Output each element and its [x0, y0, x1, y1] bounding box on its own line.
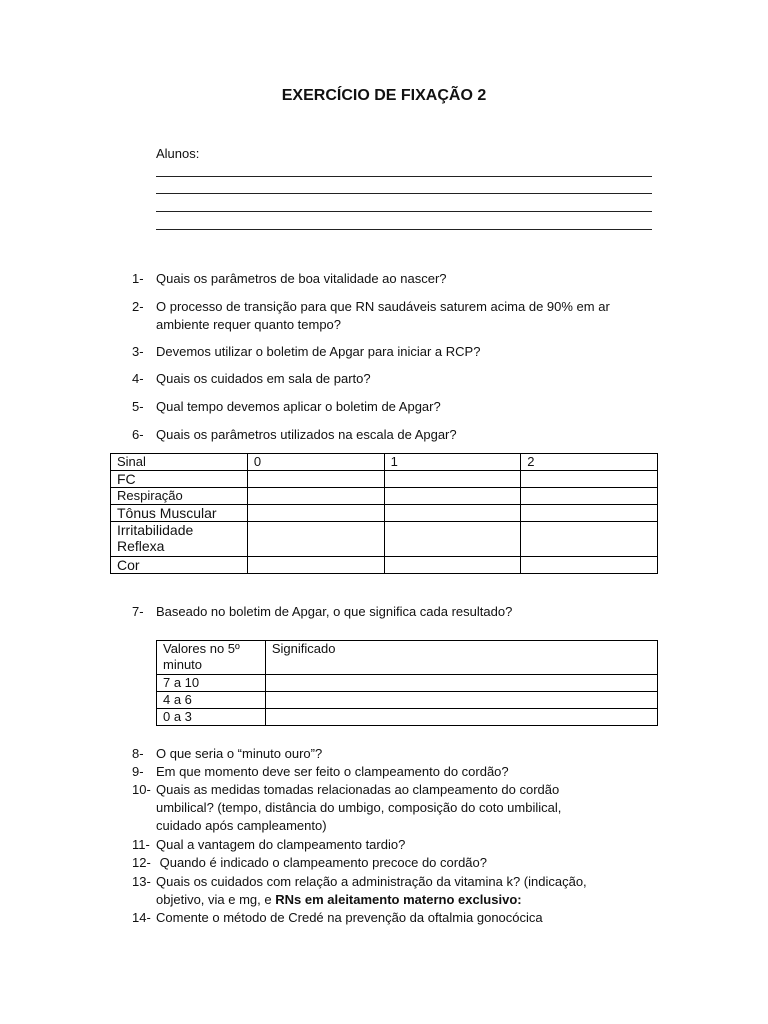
question-5	[132, 398, 652, 416]
question-text: Quais os cuidados em sala de parto?	[156, 371, 371, 386]
header-cell-sinal: Sinal	[111, 454, 248, 471]
question-text: Quais os parâmetros utilizados na escala de Apgar?	[156, 427, 457, 442]
question-text-line2	[156, 891, 522, 909]
table-cell	[384, 488, 521, 505]
question-10	[132, 781, 652, 835]
row-label-tonus: Tônus Muscular	[111, 505, 248, 522]
table-cell	[265, 692, 657, 709]
table-cell	[265, 675, 657, 692]
table-cell	[247, 557, 384, 574]
question-text-line1: Quais as medidas tomadas relacionadas ao clampeamento do cordão	[156, 782, 560, 797]
question-number: 3-	[132, 344, 144, 359]
question-number: 14-	[132, 910, 151, 925]
question-6	[132, 426, 652, 444]
table-cell	[384, 505, 521, 522]
header-cell-significado: Significado	[265, 641, 657, 675]
question-number: 9-	[132, 764, 144, 779]
alunos-line-1	[156, 176, 652, 177]
table-row	[111, 471, 658, 488]
question-3	[132, 343, 652, 361]
question-8	[132, 745, 652, 763]
question-2	[132, 298, 652, 334]
question-9	[132, 763, 652, 781]
question-text: Qual tempo devemos aplicar o boletim de Apgar?	[156, 399, 441, 414]
question-number: 8-	[132, 746, 144, 761]
row-label-fc: FC	[111, 471, 248, 488]
table-cell	[521, 505, 658, 522]
row-label: 0 a 3	[157, 709, 266, 726]
question-text-bold: RNs em aleitamento materno exclusivo:	[275, 892, 522, 907]
question-text: Comente o método de Credé na prevenção da oftalmia gonocócica	[156, 910, 543, 925]
question-text: Quando é indicado o clampeamento precoce do cordão?	[156, 855, 487, 870]
question-text: Em que momento deve ser feito o clampeamento do cordão?	[156, 764, 509, 779]
question-number: 5-	[132, 399, 144, 414]
apgar-table	[110, 453, 658, 574]
question-number: 10-	[132, 782, 151, 797]
header-cell-valores	[157, 641, 266, 675]
question-text-line2: umbilical? (tempo, distância do umbigo, composição do coto umbilical,	[156, 800, 562, 815]
header-cell-1: 1	[384, 454, 521, 471]
table-cell	[384, 522, 521, 557]
question-13	[132, 873, 652, 909]
row-label-irritabilidade-line1: Irritabilidade	[117, 522, 194, 538]
header-valores-line2: minuto	[163, 657, 203, 672]
header-valores-line1: Valores no 5º	[163, 641, 240, 656]
table-cell	[521, 522, 658, 557]
table-row	[111, 488, 658, 505]
table-row	[157, 675, 658, 692]
alunos-line-3	[156, 211, 652, 212]
table-cell	[247, 522, 384, 557]
table-row	[157, 709, 658, 726]
row-label: 7 a 10	[157, 675, 266, 692]
page-title: EXERCÍCIO DE FIXAÇÃO 2	[281, 87, 487, 104]
question-text: Qual a vantagem do clampeamento tardio?	[156, 837, 406, 852]
row-label-respiracao: Respiração	[111, 488, 248, 505]
question-number: 1-	[132, 271, 144, 286]
table-cell	[265, 709, 657, 726]
table-header-row	[157, 641, 658, 675]
question-text: Devemos utilizar o boletim de Apgar para iniciar a RCP?	[156, 344, 481, 359]
row-label: 4 a 6	[157, 692, 266, 709]
question-number: 13-	[132, 874, 151, 889]
question-text: Quais os parâmetros de boa vitalidade ao nascer?	[156, 271, 447, 286]
table-cell	[521, 488, 658, 505]
question-11	[132, 836, 652, 854]
table-cell	[384, 471, 521, 488]
question-4	[132, 370, 652, 388]
question-text: Baseado no boletim de Apgar, o que significa cada resultado?	[156, 604, 513, 619]
question-text-line3: cuidado após campleamento)	[156, 818, 327, 833]
question-number: 7-	[132, 604, 144, 619]
question-text-line2: ambiente requer quanto tempo?	[156, 317, 342, 332]
question-number: 4-	[132, 371, 144, 386]
row-label-cor: Cor	[111, 557, 248, 574]
question-text-plain: objetivo, via e mg, e	[156, 892, 276, 907]
table-cell	[247, 488, 384, 505]
result-table	[156, 640, 658, 726]
table-row	[111, 522, 658, 557]
question-text-line1: Quais os cuidados com relação a administração da vitamina k? (indicação,	[156, 874, 587, 889]
question-text: O que seria o “minuto ouro”?	[156, 746, 323, 761]
alunos-line-2	[156, 193, 652, 194]
table-cell	[521, 557, 658, 574]
question-text: O processo de transição para que RN saudáveis saturem acima de 90% em ar	[156, 299, 610, 314]
question-number: 2-	[132, 299, 144, 314]
table-cell	[247, 471, 384, 488]
row-label-irritabilidade	[111, 522, 248, 557]
table-cell	[384, 557, 521, 574]
row-label-irritabilidade-line2: Reflexa	[117, 538, 165, 554]
table-cell	[521, 471, 658, 488]
question-7	[132, 603, 652, 621]
table-header-row	[111, 454, 658, 471]
header-cell-2: 2	[521, 454, 658, 471]
header-cell-0: 0	[247, 454, 384, 471]
question-14	[132, 909, 652, 927]
question-12	[132, 854, 652, 872]
question-number: 6-	[132, 427, 144, 442]
table-row	[111, 557, 658, 574]
alunos-line-4	[156, 229, 652, 230]
table-row	[157, 692, 658, 709]
table-cell	[247, 505, 384, 522]
question-1	[132, 270, 652, 288]
question-number: 12-	[132, 855, 151, 870]
question-number: 11-	[132, 837, 150, 852]
alunos-label: Alunos:	[156, 146, 200, 161]
table-row	[111, 505, 658, 522]
